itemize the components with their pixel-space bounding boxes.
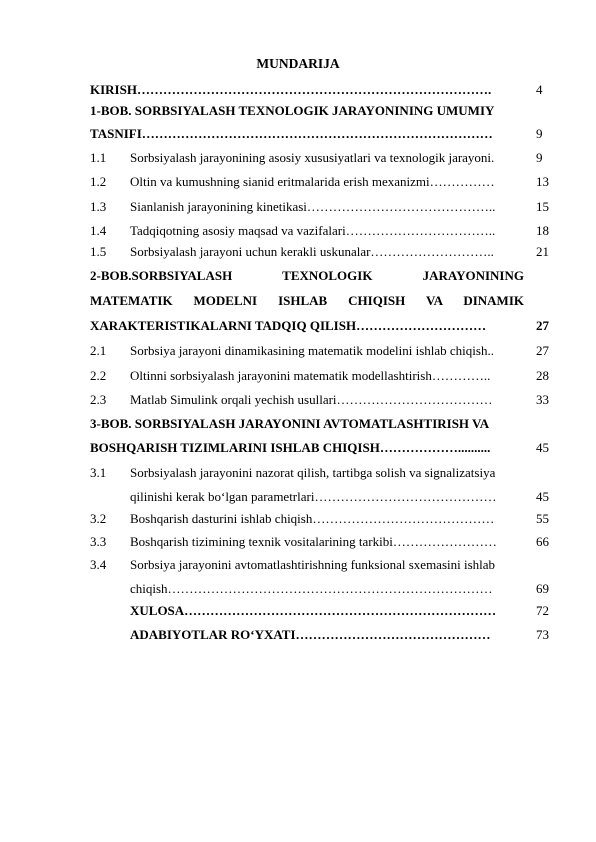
toc-page-number: 45 [536, 440, 549, 455]
toc-entry-text: MATEMATIK MODELNI ISHLAB CHIQISH VA DINAMIK [90, 293, 524, 308]
toc-section-number: 1.4 [90, 223, 107, 238]
toc-section-number: 2.2 [90, 368, 107, 383]
toc-page-number: 9 [536, 150, 543, 165]
toc-page-number: 18 [536, 223, 549, 238]
toc-section-number: 3.1 [90, 465, 107, 480]
toc-entry-text: 3-BOB. SORBSIYALASH JARAYONINI AVTOMATLASHTIRISH VA [90, 416, 490, 431]
toc-page-number: 4 [536, 82, 543, 97]
toc-page-number: 55 [536, 511, 549, 526]
toc-entry-text: 2-BOB.SORBSIYALASH TEXNOLOGIK JARAYONINING [90, 268, 524, 283]
toc-section-number: 2.3 [90, 392, 107, 407]
toc-page-number: 73 [536, 627, 549, 642]
toc-entry-text: Sorbsiyalash jarayonining asosiy xususiyatlari va texnologik jarayoni. [130, 150, 495, 165]
toc-entry-text: chiqish………………………………………………………………… [130, 581, 493, 596]
toc-entry-text: qilinishi kerak bo‘lgan parametrlari…………………………………… [130, 489, 497, 504]
toc-entry-text: Oltinni sorbsiyalash jarayonini matematik modellashtirish………….. [130, 368, 491, 383]
toc-entry-text: Sianlanish jarayonining kinetikasi…………………………………….. [130, 199, 496, 214]
toc-entry-text: Boshqarish dasturini ishlab chiqish…………………………………… [130, 511, 495, 526]
toc-entry-text: XARAKTERISTIKALARNI TADQIQ QILISH………………………… [90, 318, 487, 333]
toc-section-number: 1.3 [90, 199, 107, 214]
toc-entry-text: ADABIYOTLAR RO‘YXATI……………………………………… [130, 627, 491, 642]
toc-entry-text: KIRISH………………………………………………………………………. [90, 82, 492, 97]
toc-page-number: 72 [536, 603, 549, 618]
toc-section-number: 3.4 [90, 557, 107, 572]
toc-entry-text: Sorbsiya jarayoni dinamikasining matematik modelini ishlab chiqish.. [130, 343, 494, 358]
toc-section-number: 1.5 [90, 244, 107, 259]
toc-section-number: 1.2 [90, 174, 107, 189]
toc-page-number: 69 [536, 581, 549, 596]
toc-page-number: 27 [536, 318, 549, 333]
toc-entry-text: Tadqiqotning asosiy maqsad va vazifalari…………………………….. [130, 223, 496, 238]
toc-page-number: 45 [536, 489, 549, 504]
toc-entry-text: XULOSA……………………………………………………………… [130, 603, 497, 618]
toc-page-number: 28 [536, 368, 549, 383]
toc-entry-text: Boshqarish tizimining texnik vositalarining tarkibi…………………… [130, 534, 497, 549]
toc-page-number: 27 [536, 343, 549, 358]
toc-section-number: 3.3 [90, 534, 107, 549]
toc-entry-text: Sorbsiyalash jarayoni uchun kerakli uskunalar……………………….. [130, 244, 494, 259]
toc-entry-text: TASNIFI……………………………………………………………………… [90, 126, 493, 141]
toc-entry-text: Oltin va kumushning sianid eritmalarida erish mexanizmi…………… [130, 174, 495, 189]
page-title: MUNDARIJA [256, 56, 340, 71]
toc-entry-text: Matlab Simulink orqali yechish usullari……………………………… [130, 392, 493, 407]
toc-page-number: 66 [536, 534, 549, 549]
toc-entry-text: 1-BOB. SORBSIYALASH TEXNOLOGIK JARAYONINING UMUMIY [90, 103, 495, 118]
toc-page-number: 21 [536, 244, 549, 259]
toc-page-number: 13 [536, 174, 549, 189]
toc-entry-text: Sorbsiyalash jarayonini nazorat qilish, tartibga solish va signalizatsiya [130, 465, 496, 480]
toc-page-number: 9 [536, 126, 543, 141]
toc-section-number: 2.1 [90, 343, 107, 358]
toc-entry-text: Sorbsiya jarayonini avtomatlashtirishning funksional sxemasini ishlab [130, 557, 496, 572]
toc-page-number: 15 [536, 199, 549, 214]
toc-section-number: 1.1 [90, 150, 107, 165]
toc-section-number: 3.2 [90, 511, 107, 526]
toc-entry-text: BOSHQARISH TIZIMLARINI ISHLAB CHIQISH……………….......... [90, 440, 491, 455]
toc-page-number: 33 [536, 392, 549, 407]
